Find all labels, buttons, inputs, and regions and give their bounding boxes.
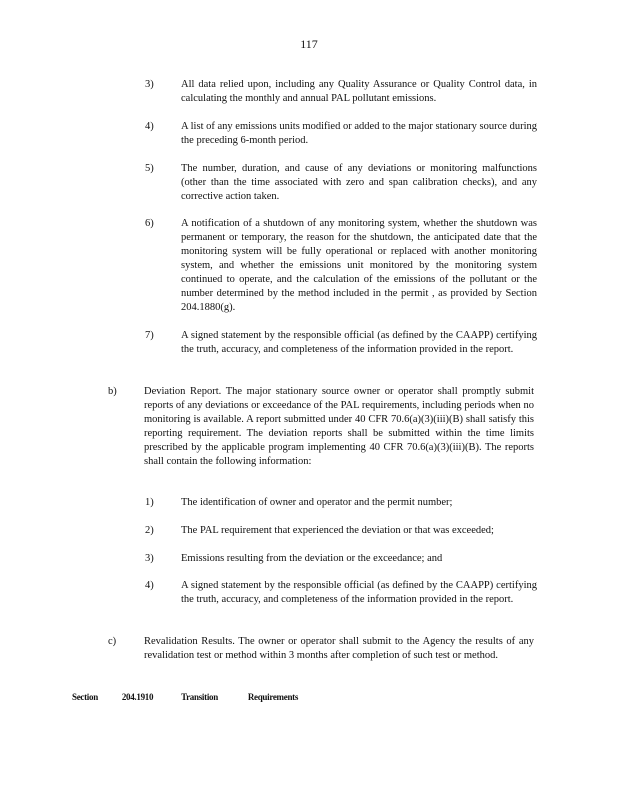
list-item-label: 1) bbox=[145, 497, 154, 508]
list-item-label: 5) bbox=[145, 163, 154, 174]
item-text: Revalidation Results. The owner or operator shall submit to the Agency the results of any revalidation test or method within 3 months after completion of such test or method. bbox=[144, 636, 534, 661]
list-item-text: All data relied upon, including any Quality Assurance or Quality Control data, in calculating the monthly and annual PAL pollutant emissions. bbox=[181, 79, 537, 104]
list-item-text: A signed statement by the responsible official (as defined by the CAAPP) certifying the truth, accuracy, and completeness of the information provided in the report. bbox=[181, 580, 537, 605]
item-text: Deviation Report. The major stationary source owner or operator shall promptly submit reports of any deviations or exceedance of the PAL requirements, including periods when no monitoring is available. A report submitted under 40 CFR 70.6(a)(3)(iii)(B) shall satisfy this reporting requirement. The deviation reports shall be submitted within the time limits prescribed by the applicable program implementing 40 CFR 70.6(a)(3)(iii)(B). The reports shall contain the following information: bbox=[144, 386, 534, 467]
list-item-text: A signed statement by the responsible official (as defined by the CAAPP) certifying the truth, accuracy, and completeness of the information provided in the report. bbox=[181, 330, 537, 355]
list-item-label: 6) bbox=[145, 218, 154, 229]
section-number: 204.1910 bbox=[121, 692, 154, 702]
section-title-word: Transition bbox=[181, 692, 218, 702]
list-item-text: A list of any emissions units modified or added to the major stationary source during the preceding 6-month period. bbox=[181, 121, 537, 146]
list-item-label: 7) bbox=[145, 330, 154, 341]
list-item-label: 3) bbox=[145, 553, 154, 564]
item-label: b) bbox=[108, 386, 117, 397]
page-number: 117 bbox=[300, 37, 318, 51]
section-title-word: Requirements bbox=[247, 692, 299, 702]
section-heading bbox=[72, 692, 298, 702]
item-label: c) bbox=[108, 636, 117, 647]
list-item-text: The identification of owner and operator and the permit number; bbox=[181, 497, 453, 508]
list-item-text: A notification of a shutdown of any monitoring system, whether the shutdown was permanent or temporary, the reason for the shutdown, the anticipated date that the monitoring system will be fully operational or replaced with another monitoring system, and whether the emissions unit monitored by the monitoring system continued to operate, and the calculation of the emissions of the pollutant or the number determined by the method included in the permit , as provided by Section 204.1880(g). bbox=[181, 218, 537, 313]
list-item-label: 4) bbox=[145, 121, 154, 132]
list-item-text: The number, duration, and cause of any deviations or monitoring malfunctions (other than the time associated with zero and span calibration checks), and any corrective action taken. bbox=[181, 163, 537, 202]
list-item-label: 2) bbox=[145, 525, 154, 536]
list-item-text: The PAL requirement that experienced the deviation or that was exceeded; bbox=[181, 525, 494, 536]
list-item-label: 3) bbox=[145, 79, 154, 90]
section-word: Section bbox=[72, 692, 98, 702]
list-item-text: Emissions resulting from the deviation or the exceedance; and bbox=[181, 553, 443, 564]
list-item-label: 4) bbox=[145, 580, 154, 591]
